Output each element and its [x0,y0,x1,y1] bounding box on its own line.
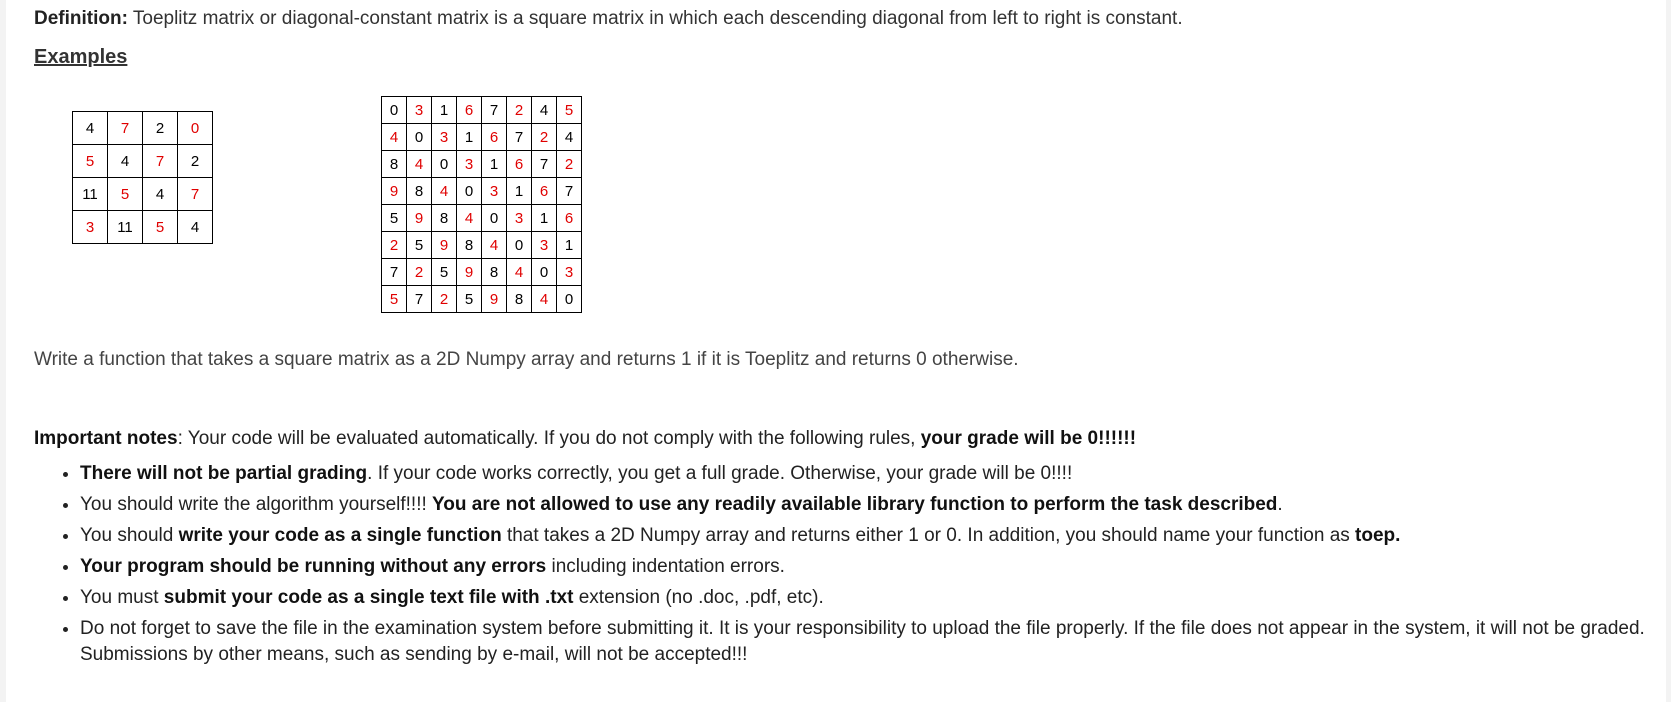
matrix-cell: 4 [143,178,178,211]
matrix-row [382,178,582,205]
matrix-cell: 7 [482,97,507,124]
matrix-cell: 0 [482,205,507,232]
task-statement: Write a function that takes a square matrix as a 2D Numpy array and returns 1 if it is Toeplitz and returns 0 otherwise. [34,349,1019,370]
matrix-row [382,232,582,259]
matrix-cell: 7 [407,286,432,313]
rule-emphasis: write your code as a single function [178,525,502,546]
matrix-cell: 2 [557,151,582,178]
rules-list [34,461,1671,673]
toeplitz-example-8x8 [381,96,582,313]
matrix-row [73,145,213,178]
matrix-cell: 4 [108,145,143,178]
matrix-cell: 5 [143,211,178,244]
matrix-cell: 7 [557,178,582,205]
matrix-row [73,211,213,244]
rule-text: You should write the algorithm yourself!!!! [80,494,433,515]
matrix-cell: 0 [557,286,582,313]
rule-text: that takes a 2D Numpy array and returns either 1 or 0. In addition, you should name your function as [501,525,1356,546]
matrix-cell: 6 [557,205,582,232]
matrix-cell: 3 [457,151,482,178]
matrix-cell: 4 [532,97,557,124]
matrix-cell: 8 [482,259,507,286]
matrix-cell: 4 [457,205,482,232]
matrix-cell: 11 [108,211,143,244]
matrix-cell: 0 [407,124,432,151]
definition-text: Toeplitz matrix or diagonal-constant matrix is a square matrix in which each descending diagonal from left to right is constant. [127,8,1183,29]
matrix-cell: 1 [557,232,582,259]
rule-emphasis: Your program should be running without any errors [80,556,547,577]
rule-item [80,585,1671,611]
rule-text: including indentation errors. [546,556,785,577]
matrix-cell: 1 [507,178,532,205]
matrix-cell: 1 [457,124,482,151]
matrix-cell: 0 [507,232,532,259]
matrix-cell: 4 [507,259,532,286]
rule-item [80,461,1671,487]
definition-label: Definition: [34,8,128,29]
matrix-cell: 8 [407,178,432,205]
matrix-cell: 9 [482,286,507,313]
matrix-cell: 6 [457,97,482,124]
matrix-cell: 3 [73,211,108,244]
matrix-cell: 3 [407,97,432,124]
matrix-row [73,112,213,145]
matrix-cell: 11 [73,178,108,211]
matrix-cell: 8 [457,232,482,259]
matrix-row [382,97,582,124]
rule-emphasis: submit your code as a single text file with .txt [163,587,574,608]
rule-text: . [1277,494,1283,515]
matrix-cell: 0 [178,112,213,145]
rule-emphasis: There will not be partial grading [80,463,368,484]
matrix-cell: 2 [143,112,178,145]
rule-text: . If your code works correctly, you get a full grade. Otherwise, your grade will be 0!!!! [367,463,1073,484]
toeplitz-example-4x4 [72,111,213,244]
matrix-cell: 7 [178,178,213,211]
matrix-cell: 7 [532,151,557,178]
matrix-cell: 7 [143,145,178,178]
matrix-cell: 5 [407,232,432,259]
matrix-cell: 9 [457,259,482,286]
rule-text: extension (no .doc, .pdf, etc). [573,587,824,608]
matrix-cell: 6 [482,124,507,151]
matrix-cell: 9 [407,205,432,232]
notes-label: Important notes [34,428,178,449]
matrix-cell: 5 [73,145,108,178]
matrix-cell: 2 [507,97,532,124]
important-notes [34,428,1136,450]
notes-emphasis: your grade will be 0!!!!!! [920,428,1137,449]
matrix-cell: 7 [507,124,532,151]
matrix-cell: 8 [507,286,532,313]
matrix-cell: 0 [457,178,482,205]
rule-text: You must [80,587,164,608]
matrix-cell: 9 [432,232,457,259]
matrix-cell: 2 [178,145,213,178]
matrix-row [382,205,582,232]
matrix-cell: 9 [382,178,407,205]
rule-item [80,492,1671,518]
rule-item [80,523,1671,549]
matrix-cell: 0 [432,151,457,178]
matrix-row [382,286,582,313]
matrix-cell: 4 [178,211,213,244]
matrix-cell: 5 [108,178,143,211]
matrix-cell: 1 [532,205,557,232]
matrix-cell: 5 [382,286,407,313]
matrix-row [73,178,213,211]
matrix-cell: 6 [507,151,532,178]
matrix-cell: 3 [507,205,532,232]
matrix-row [382,259,582,286]
matrix-row [382,151,582,178]
matrix-cell: 0 [532,259,557,286]
matrix-cell: 7 [382,259,407,286]
matrix-cell: 5 [557,97,582,124]
rule-item [80,554,1671,580]
matrix-cell: 2 [532,124,557,151]
matrix-cell: 3 [532,232,557,259]
matrix-cell: 3 [432,124,457,151]
matrix-cell: 6 [532,178,557,205]
definition [34,8,1183,30]
matrix-cell: 2 [432,286,457,313]
matrix-cell: 8 [382,151,407,178]
rule-emphasis: You are not allowed to use any readily available library function to perform the task described [432,494,1278,515]
rule-text: You should [80,525,179,546]
matrix-row [382,124,582,151]
matrix-cell: 4 [532,286,557,313]
rule-item [80,616,1671,668]
matrix-cell: 5 [457,286,482,313]
matrix-cell: 2 [382,232,407,259]
rule-text: Do not forget to save the file in the examination system before submitting it. It is your responsibility to upload the file properly. If the file does not appear in the system, it will not be graded. Submissions by other means, such as sending by e-mail, will not be accepted!!! [80,618,1645,665]
matrix-cell: 5 [432,259,457,286]
matrix-cell: 1 [432,97,457,124]
matrix-cell: 3 [482,178,507,205]
matrix-cell: 4 [73,112,108,145]
rule-emphasis: toep. [1355,525,1401,546]
examples-heading: Examples [34,46,128,68]
matrix-cell: 4 [407,151,432,178]
matrix-cell: 4 [482,232,507,259]
matrix-cell: 4 [382,124,407,151]
matrix-cell: 7 [108,112,143,145]
matrix-cell: 4 [557,124,582,151]
matrix-cell: 1 [482,151,507,178]
matrix-cell: 4 [432,178,457,205]
matrix-cell: 5 [382,205,407,232]
matrix-cell: 8 [432,205,457,232]
document-page [6,0,1666,702]
notes-text: : Your code will be evaluated automatically. If you do not comply with the following rules, [177,428,921,449]
matrix-cell: 0 [382,97,407,124]
matrix-cell: 3 [557,259,582,286]
matrix-cell: 2 [407,259,432,286]
